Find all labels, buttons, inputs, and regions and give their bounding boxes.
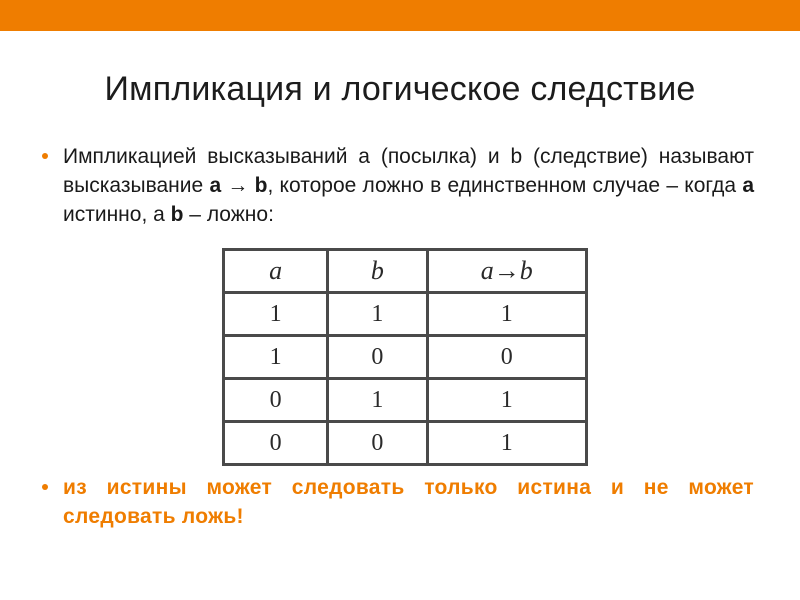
cell-b: 0 bbox=[328, 336, 427, 379]
bullet-dot-icon bbox=[42, 153, 48, 159]
definition-text: Импликацией высказываний a (посылка) и b (следствие) называют высказывание a → b, которое ложно в единственном случае – когда a истинно, а b – ложно: bbox=[63, 145, 754, 226]
cell-a: 1 bbox=[224, 293, 328, 336]
variable-a: a bbox=[742, 174, 754, 197]
header-a-implies-b: a→b bbox=[427, 250, 586, 293]
implication-truth-table bbox=[222, 248, 588, 466]
formula-a-implies-b: a → b bbox=[209, 174, 268, 197]
table-header-row bbox=[224, 250, 587, 293]
cell-b: 1 bbox=[328, 379, 427, 422]
header-a: a bbox=[224, 250, 328, 293]
table-row bbox=[224, 293, 587, 336]
conclusion-text: из истины может следовать только истина и не может следовать ложь! bbox=[63, 476, 754, 528]
cell-result: 1 bbox=[427, 422, 586, 465]
table-row bbox=[224, 379, 587, 422]
definition-bullet bbox=[42, 142, 754, 229]
cell-b: 1 bbox=[328, 293, 427, 336]
cell-a: 1 bbox=[224, 336, 328, 379]
cell-a: 0 bbox=[224, 379, 328, 422]
header-b: b bbox=[328, 250, 427, 293]
table-row bbox=[224, 336, 587, 379]
bullet-dot-icon bbox=[42, 484, 48, 490]
cell-a: 0 bbox=[224, 422, 328, 465]
conclusion-bullet bbox=[42, 473, 754, 531]
variable-b: b bbox=[170, 203, 184, 226]
cell-result: 0 bbox=[427, 336, 586, 379]
table-row bbox=[224, 422, 587, 465]
cell-b: 0 bbox=[328, 422, 427, 465]
cell-result: 1 bbox=[427, 293, 586, 336]
top-accent-bar bbox=[0, 0, 800, 31]
cell-result: 1 bbox=[427, 379, 586, 422]
slide-title: Импликация и логическое следствие bbox=[104, 70, 696, 108]
